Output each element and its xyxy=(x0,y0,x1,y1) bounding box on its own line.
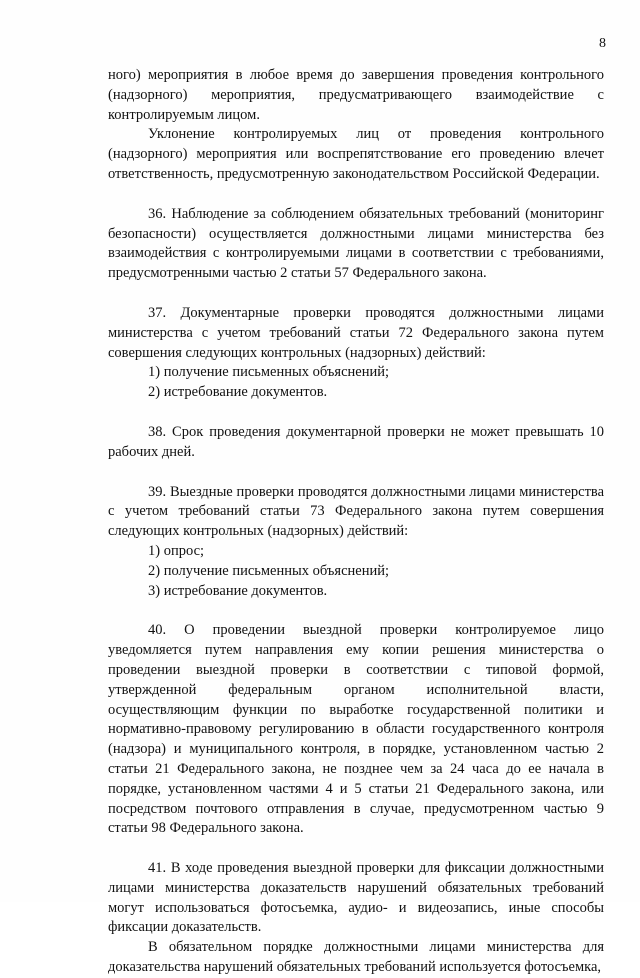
paragraph-41: 41. В ходе проведения выездной проверки для фиксации должностными лицами министерства доказательств нарушений обязательных требований могут использоваться фотосъемка, аудио- и видеозапись, иные способы фиксации доказательств. xyxy=(108,860,604,936)
paragraph-39-item-2: 2) получение письменных объяснений; xyxy=(148,562,390,579)
paragraph-gap xyxy=(108,463,604,483)
paragraph-35-continuation: ного) мероприятия в любое время до завершения проведения контрольного (надзорного) мероприятия, предусматривающего взаимодействие с контролируемым лицом. xyxy=(108,67,604,123)
paragraph-36: 36. Наблюдение за соблюдением обязательных требований (мониторинг безопасности) осуществляется должностными лицами министерства без взаимодействия с контролируемыми лицами в соответствии с требованиями, предусмотренными частью 2 статьи 57 Федерального закона. xyxy=(108,205,604,282)
paragraph-gap xyxy=(108,601,604,621)
paragraph-37: 37. Документарные проверки проводятся должностными лицами министерства с учетом требований статьи 72 Федерального закона путем совершения следующих контрольных (надзорных) действий: xyxy=(108,304,604,361)
document-body xyxy=(108,66,604,978)
paragraph-gap xyxy=(108,839,604,859)
paragraph-37-item-1: 1) получение письменных объяснений; xyxy=(148,364,390,381)
paragraph-39: 39. Выездные проверки проводятся должностными лицами министерства с учетом требований статьи 73 Федерального закона путем совершения следующих контрольных (надзорных) действий: xyxy=(108,483,604,540)
paragraph-41-mandatory: В обязательном порядке должностными лицами министерства для доказательства нарушений обязательных требований используется фотосъемка, xyxy=(108,939,604,976)
paragraph-35-evasion: Уклонение контролируемых лиц от проведения контрольного (надзорного) мероприятия или воспрепятствование его проведению влечет ответственность, предусмотренную законодательством Российской Федерации. xyxy=(108,126,604,182)
paragraph-39-item-1: 1) опрос; xyxy=(148,542,205,559)
page-number: 8 xyxy=(599,36,606,51)
paragraph-37-item-2: 2) истребование документов. xyxy=(148,384,328,401)
paragraph-39-item-3: 3) истребование документов. xyxy=(148,582,328,599)
paragraph-40: 40. О проведении выездной проверки контролируемое лицо уведомляется путем направления ему копии решения министерства о проведении выездной проверки в соответствии с типовой формой, утвержденной федеральным органом исполнительной власти, осуществляющим функции по выработке государственной политики и нормативно-правовому регулированию в области государственного контроля (надзора) и муниципального контроля, в порядке, установленном частью 2 статьи 21 Федерального закона, не позднее чем за 24 часа до ее начала в порядке, установленном частями 4 и 5 статьи 21 Федерального закона, или посредством почтового отправления в случае, предусмотренном частью 9 статьи 98 Федерального закона. xyxy=(108,622,604,837)
paragraph-gap xyxy=(108,185,604,205)
paragraph-gap xyxy=(108,403,604,423)
paragraph-gap xyxy=(108,284,604,304)
paragraph-38: 38. Срок проведения документарной проверки не может превышать 10 рабочих дней. xyxy=(108,423,604,460)
